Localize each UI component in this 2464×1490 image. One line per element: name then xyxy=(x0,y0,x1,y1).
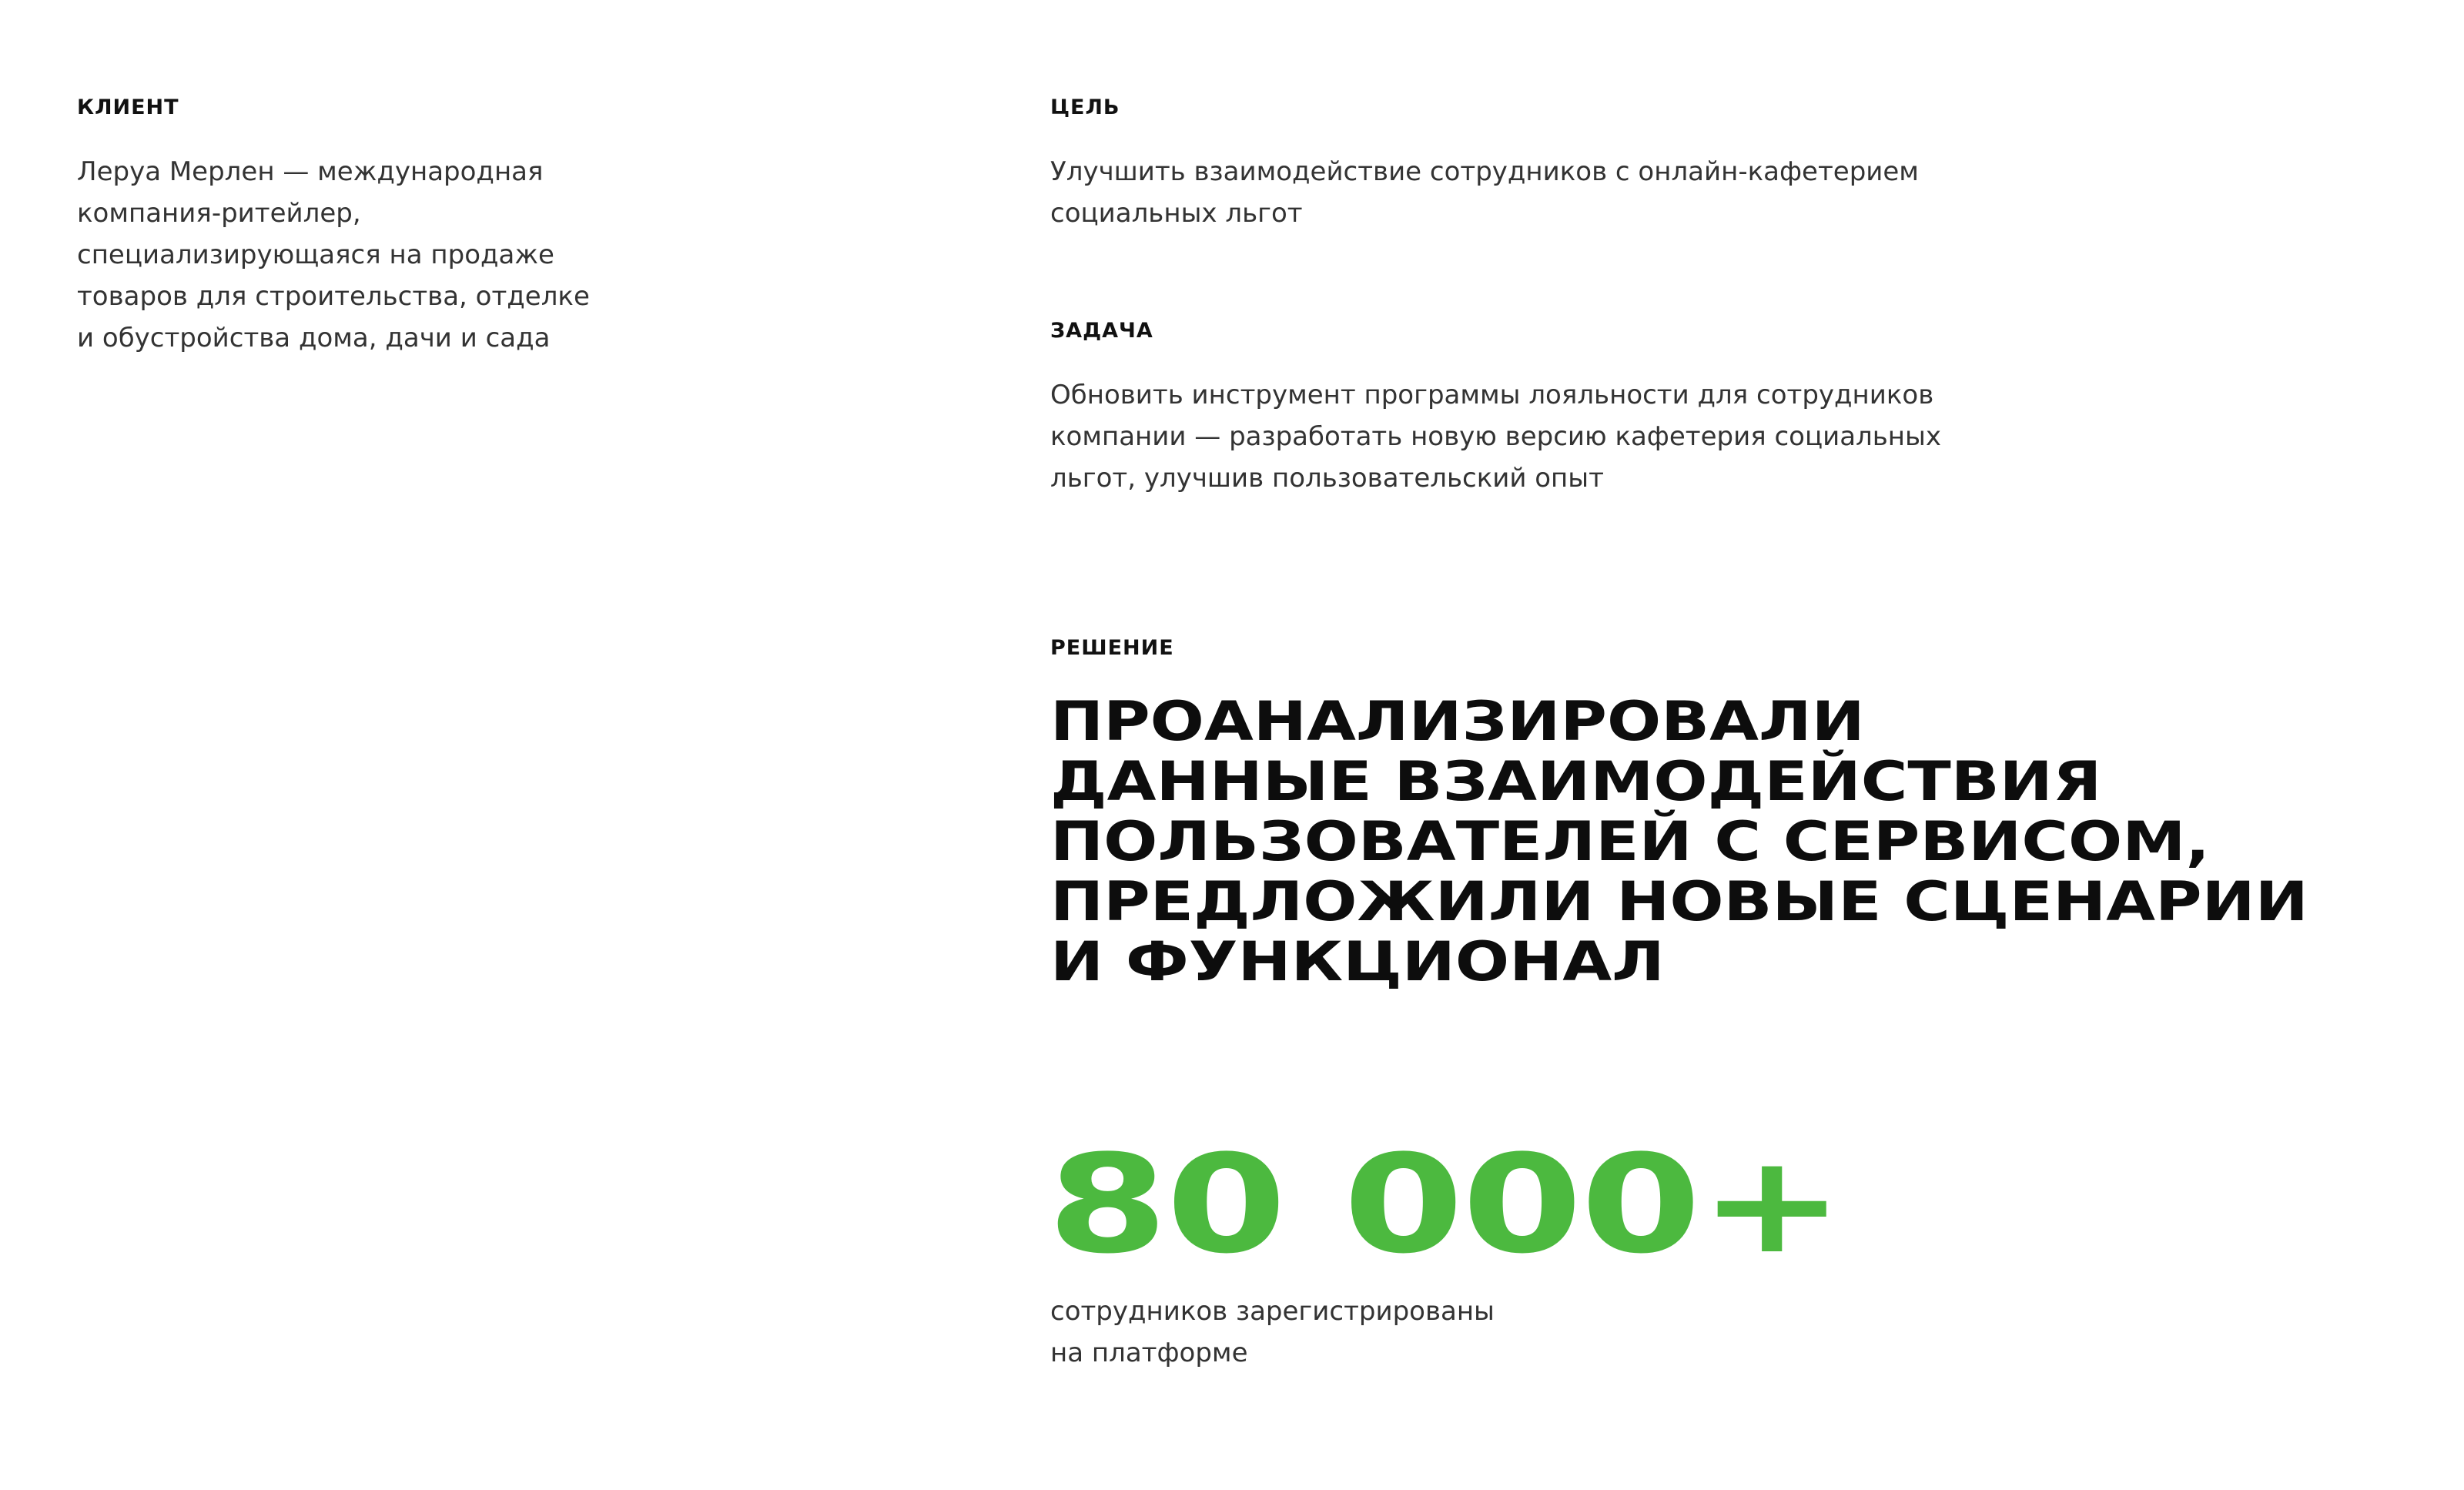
stat-caption-line: на платформе xyxy=(1050,1338,1248,1368)
solution-headline-line: И ФУНКЦИОНАЛ xyxy=(1050,930,1665,993)
solution-headline-line: ПОЛЬЗОВАТЕЛЕЙ С СЕРВИСОМ, xyxy=(1050,810,2210,873)
task-description xyxy=(1050,374,1941,499)
stat-value: 80 000+ xyxy=(1047,1126,1843,1284)
task-label: ЗАДАЧА xyxy=(1050,319,1153,343)
client-description-line: товаров для строительства, отделке xyxy=(77,281,590,312)
goal-description-line: Улучшить взаимодействие сотрудников с онлайн-кафетерием xyxy=(1050,156,1919,187)
client-description-line: специализирующаяся на продаже xyxy=(77,239,554,270)
solution-headline-line: ПРОАНАЛИЗИРОВАЛИ xyxy=(1050,690,1865,753)
client-description xyxy=(77,151,590,359)
goal-label: ЦЕЛЬ xyxy=(1050,95,1120,119)
task-description-line: льгот, улучшив пользовательский опыт xyxy=(1050,463,1604,494)
client-description-line: и обустройства дома, дачи и сада xyxy=(77,323,551,353)
goal-description-line: социальных льгот xyxy=(1050,198,1303,229)
stat-caption-line: сотрудников зарегистрированы xyxy=(1050,1296,1495,1327)
solution-headline xyxy=(1050,691,2308,992)
goal-description xyxy=(1050,151,1919,234)
stat-caption xyxy=(1050,1291,1495,1374)
solution-headline-line: ДАННЫЕ ВЗАИМОДЕЙСТВИЯ xyxy=(1050,750,2102,813)
task-description-line: компании — разработать новую версию кафетерия социальных xyxy=(1050,421,1941,452)
client-description-line: Леруа Мерлен — международная xyxy=(77,156,544,187)
solution-headline-line: ПРЕДЛОЖИЛИ НОВЫЕ СЦЕНАРИИ xyxy=(1050,870,2308,933)
solution-label: РЕШЕНИЕ xyxy=(1050,636,1174,660)
client-description-line: компания-ритейлер, xyxy=(77,198,361,229)
client-label: КЛИЕНТ xyxy=(77,95,179,119)
task-description-line: Обновить инструмент программы лояльности для сотрудников xyxy=(1050,380,1934,410)
